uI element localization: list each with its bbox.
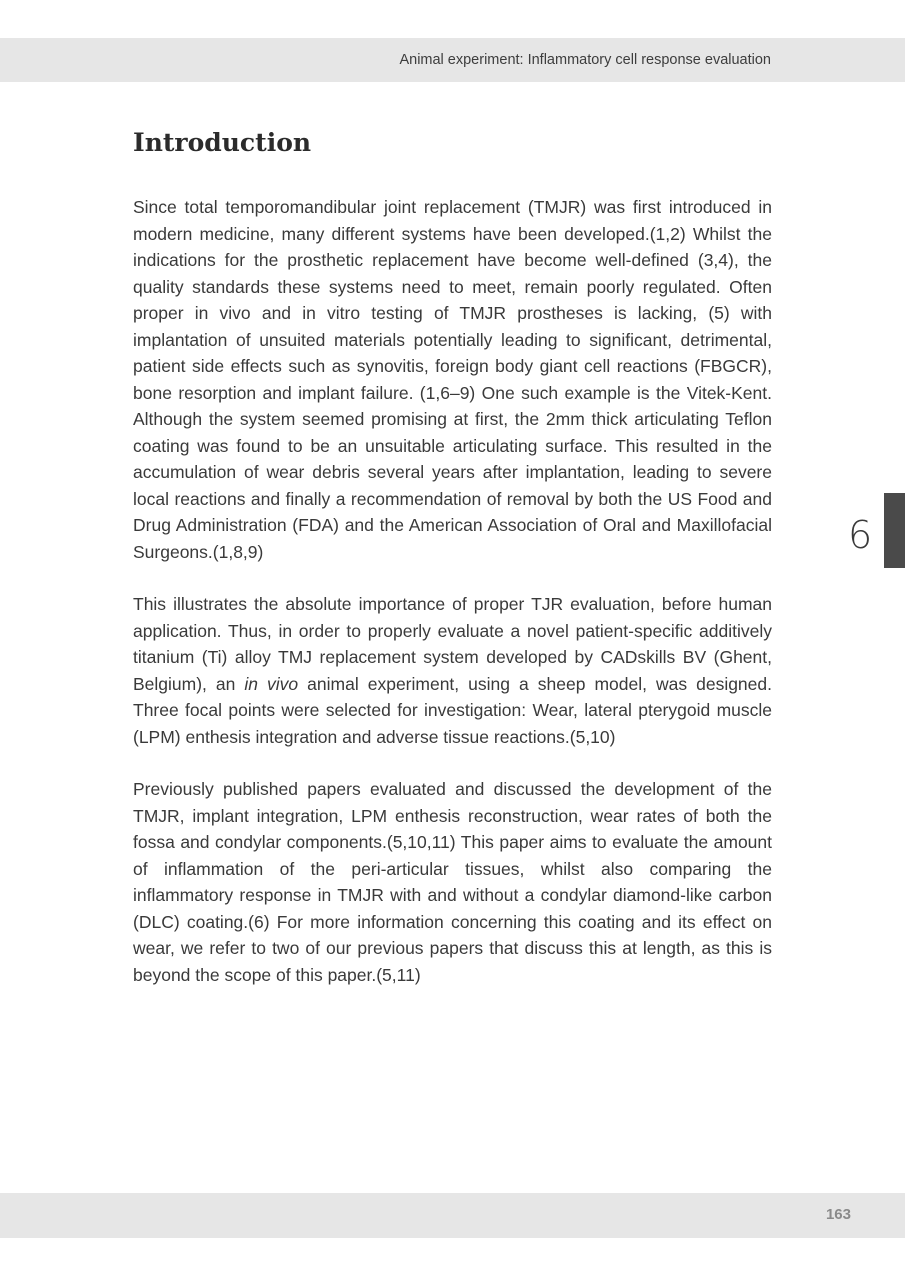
- page-footer: [0, 1193, 905, 1238]
- paragraph-3: Previously published papers evaluated and discussed the development of the TMJR, implant integration, LPM enthesis reconstruction, wear rates of both the fossa and condylar components.(5,10,11) This paper aims to evaluate the amount of inflammation of the peri-articular tissues, whilst also comparing the inflammatory response in TMJR with and without a condylar diamond-like carbon (DLC) coating.(6) For more information concerning this coating and its effect on wear, we refer to two of our previous papers that discuss this at length, as this is beyond the scope of this paper.(5,11): [133, 779, 772, 985]
- paragraph-1: Since total temporomandibular joint replacement (TMJR) was first introduced in modern medicine, many different systems have been developed.(1,2) Whilst the indications for the prosthetic replacement have become well-defined (3,4), the quality standards these systems need to meet, remain poorly regulated. Often proper in vivo and in vitro testing of TMJR prostheses is lacking, (5) with implantation of unsuited materials potentially leading to significant, detrimental, patient side effects such as synovitis, foreign body giant cell reactions (FBGCR), bone resorption and implant failure. (1,6–9) One such example is the Vitek-Kent. Although the system seemed promising at first, the 2mm thick articulating Teflon coating was found to be an unsuitable articulating surface. This resulted in the accumulation of wear debris several years after implantation, leading to severe local reactions and finally a recommendation of removal by both the US Food and Drug Administration (FDA) and the American Association of Oral and Maxillofacial Surgeons.(1,8,9): [133, 197, 772, 562]
- page-number: 163: [825, 1206, 851, 1223]
- chapter-tab: [884, 493, 905, 568]
- main-content: [133, 124, 772, 1014]
- paragraph-2-part-2: animal experiment, using a sheep model, was designed. Three focal points were selected for investigation: Wear, lateral pterygoid muscle (LPM) enthesis integration and adverse tissue reactions.(5,10): [133, 673, 772, 747]
- paragraph-2: [133, 591, 772, 750]
- chapter-number: 6: [848, 513, 873, 557]
- running-title: Animal experiment: Inflammatory cell response evaluation: [399, 52, 771, 68]
- paragraph-2-italic: in vivo: [244, 673, 299, 694]
- section-title: Introduction: [133, 128, 312, 157]
- running-header: [0, 38, 905, 82]
- paragraph-2-part-1: This illustrates the absolute importance of proper TJR evaluation, before human application. Thus, in order to properly evaluate a novel patient-specific additively titanium (Ti) alloy TMJ replacement system developed by CADskills BV (Ghent, Belgium), an: [133, 594, 772, 694]
